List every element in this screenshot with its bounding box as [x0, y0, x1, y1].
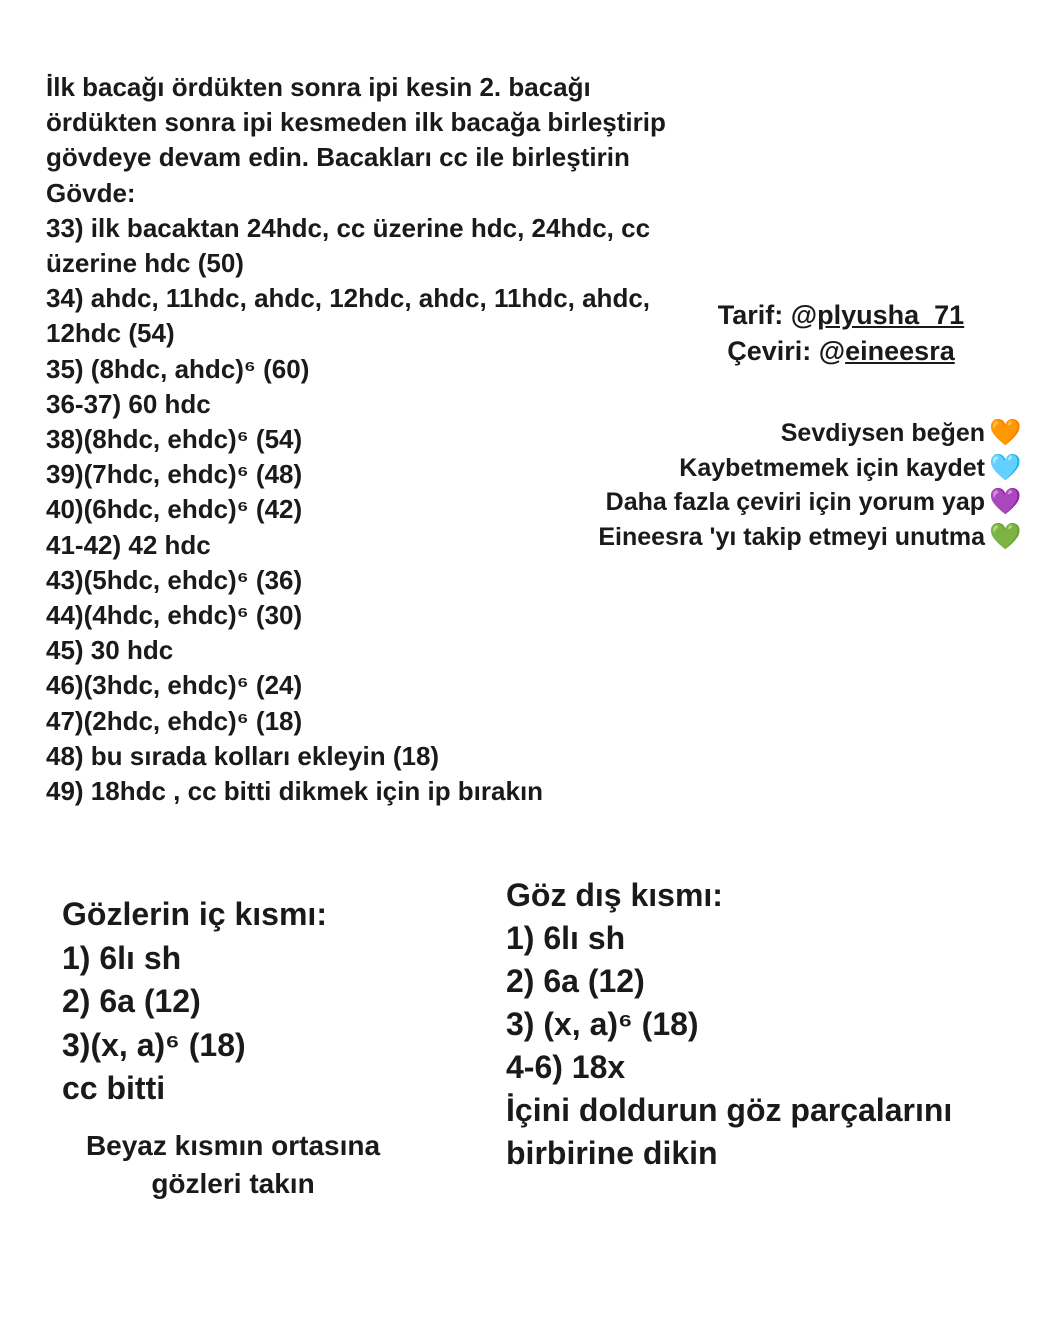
- outer-eye-line: 3) (x, a)⁶ (18): [506, 1006, 699, 1042]
- outer-eye-line: 1) 6lı sh: [506, 920, 626, 956]
- eye-placement-note: [58, 1127, 408, 1203]
- credits: [706, 297, 976, 369]
- cta-text: Eineesra 'yı takip etmeyi unutma: [598, 522, 985, 551]
- cta-line-like: [598, 416, 1022, 451]
- cta-text: Sevdiysen beğen: [780, 419, 985, 447]
- purple-heart-icon: 💜: [989, 486, 1022, 516]
- inner-eye-line: 1) 6lı sh: [62, 939, 182, 976]
- cta-text: Kaybetmemek için kaydet: [679, 453, 985, 482]
- instruction-line: 33) ilk bacaktan 24hdc, cc üzerine hdc, 24hdc, cc: [46, 212, 651, 243]
- inner-eye-section: [62, 893, 327, 1111]
- note-line: Beyaz kısmın ortasına: [85, 1130, 381, 1161]
- instruction-line: 49) 18hdc , cc bitti dikmek için ip bırakın: [46, 776, 544, 807]
- inner-eye-line: 2) 6a (12): [62, 983, 201, 1019]
- recipe-handle-link[interactable]: plyusha_71: [817, 300, 965, 330]
- light-blue-heart-icon: 🩵: [989, 451, 1022, 482]
- instruction-line: 34) ahdc, 11hdc, ahdc, 12hdc, ahdc, 11hdc, ahdc,: [46, 283, 651, 314]
- note-line: gözleri takın: [151, 1168, 315, 1199]
- inner-eye-title: Gözlerin iç kısmı:: [62, 896, 327, 932]
- outer-eye-section: [506, 874, 952, 1175]
- translation-handle-link[interactable]: eineesra: [845, 336, 955, 366]
- inner-eye-line: cc bitti: [62, 1070, 166, 1106]
- translation-label: Çeviri: @: [727, 336, 846, 366]
- instruction-line: 39)(7hdc, ehdc)⁶ (48): [46, 459, 303, 490]
- instruction-line: üzerine hdc (50): [46, 248, 244, 279]
- cta-line-follow: [598, 520, 1022, 555]
- outer-eye-line: İçini doldurun göz parçalarını: [506, 1092, 953, 1128]
- orange-heart-icon: 🧡: [989, 417, 1022, 447]
- recipe-credit: [706, 297, 976, 333]
- instruction-line: 40)(6hdc, ehdc)⁶ (42): [46, 494, 303, 525]
- instruction-line: İlk bacağı ördükten sonra ipi kesin 2. bacağı: [46, 72, 591, 102]
- instruction-line: ördükten sonra ipi kesmeden ilk bacağa birleştirip: [46, 107, 666, 138]
- section-heading-govde: Gövde:: [46, 177, 136, 208]
- outer-eye-line: birbirine dikin: [506, 1135, 718, 1171]
- recipe-label: Tarif: @: [717, 300, 818, 330]
- instruction-line: 45) 30 hdc: [46, 635, 174, 666]
- instruction-line: 46)(3hdc, ehdc)⁶ (24): [46, 670, 303, 701]
- green-heart-icon: 💚: [989, 520, 1022, 551]
- translation-credit: [706, 333, 976, 369]
- instruction-line: 35) (8hdc, ahdc)⁶ (60): [46, 353, 310, 384]
- outer-eye-line: 2) 6a (12): [506, 963, 645, 999]
- instruction-line: 41-42) 42 hdc: [46, 529, 211, 560]
- instruction-line: 44)(4hdc, ehdc)⁶ (30): [46, 600, 303, 631]
- cta-text: Daha fazla çeviri için yorum yap: [605, 488, 985, 516]
- outer-eye-title: Göz dış kısmı:: [506, 877, 723, 913]
- instruction-line: 47)(2hdc, ehdc)⁶ (18): [46, 705, 303, 736]
- inner-eye-line: 3)(x, a)⁶ (18): [62, 1026, 246, 1063]
- outer-eye-line: 4-6) 18x: [506, 1049, 626, 1085]
- instruction-line: 38)(8hdc, ehdc)⁶ (54): [46, 424, 303, 455]
- call-to-action: [598, 416, 1022, 554]
- instruction-line: 12hdc (54): [46, 318, 175, 349]
- instruction-line: 36-37) 60 hdc: [46, 388, 211, 419]
- instruction-line: gövdeye devam edin. Bacakları cc ile birleştirin: [46, 142, 630, 173]
- cta-line-save: [598, 451, 1022, 486]
- instruction-line: 43)(5hdc, ehdc)⁶ (36): [46, 564, 303, 595]
- instruction-line: 48) bu sırada kolları ekleyin (18): [46, 740, 440, 771]
- cta-line-comment: [598, 485, 1022, 520]
